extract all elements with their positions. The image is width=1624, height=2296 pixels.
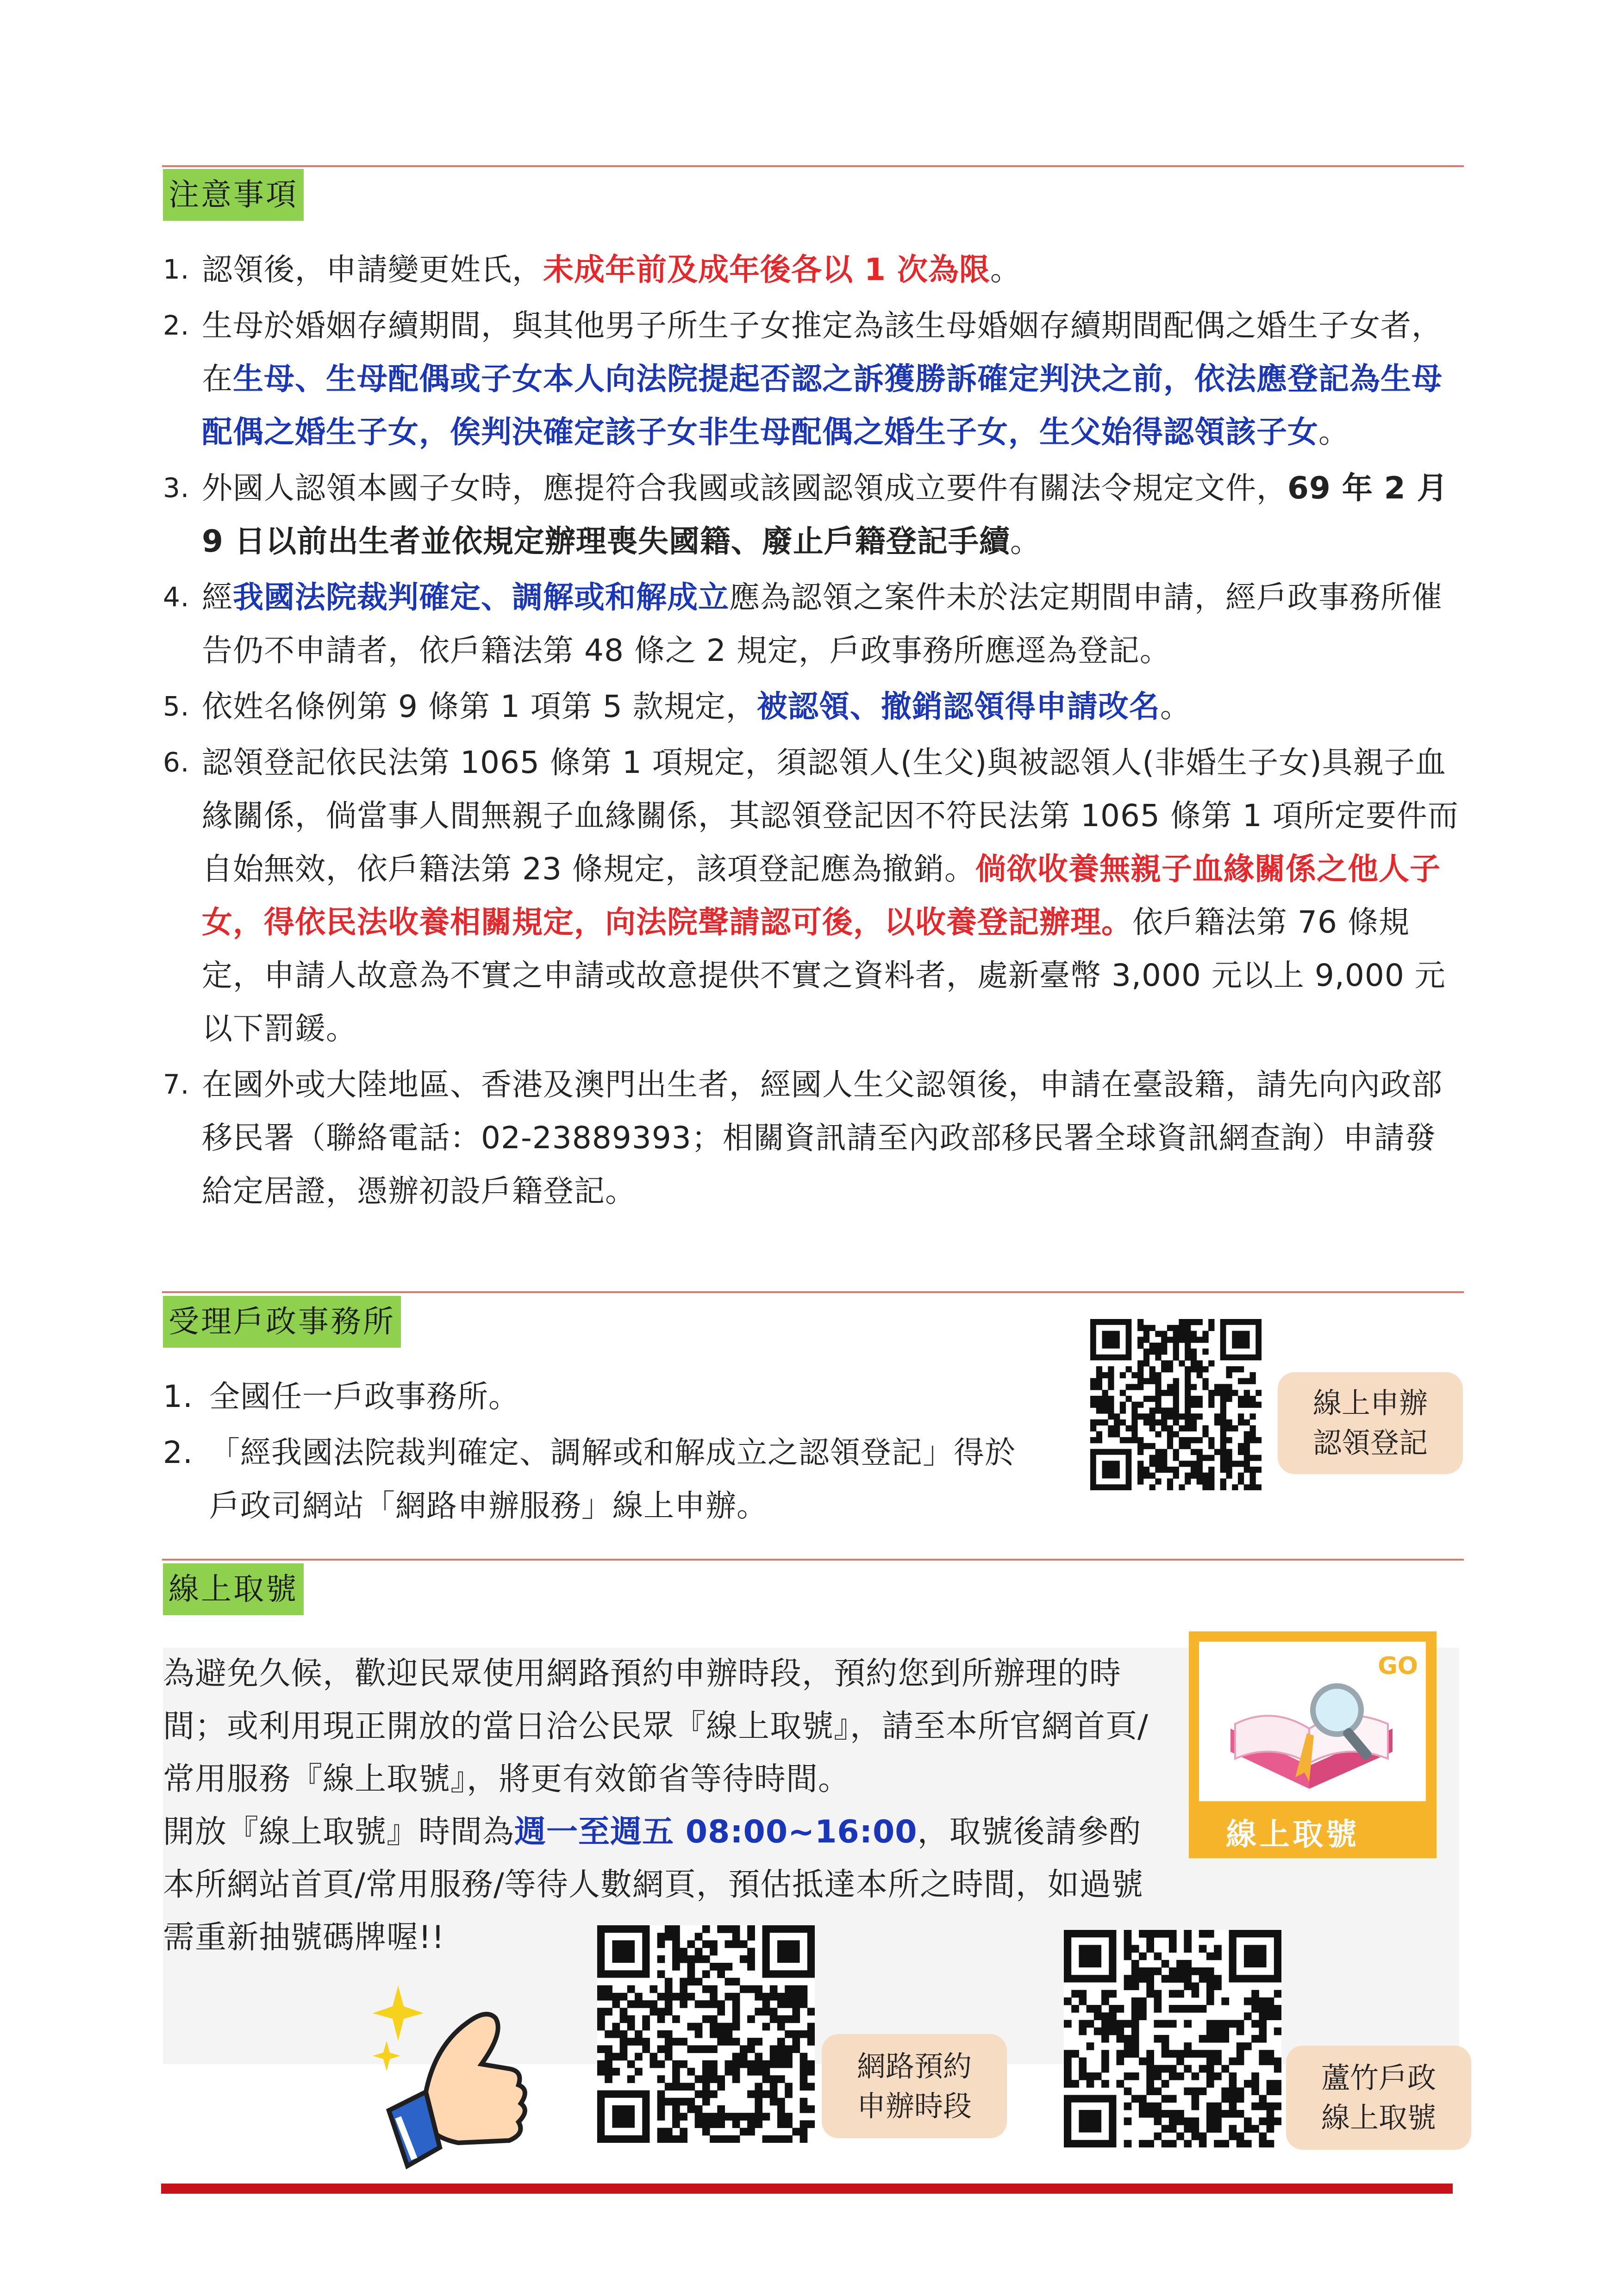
item-number: 4. [163, 581, 190, 613]
section-rule [162, 1559, 1464, 1561]
item-text: 經 [202, 579, 233, 615]
item-highlight: 69 年 2 月 9 日以前出生者並依規定辦理喪失國籍、廢止戶籍登記手續 [202, 470, 1448, 559]
item-text: 「經我國法院裁判確定、調解或和解成立之認領登記」得於戶政司網站「網路申辦服務」線上申辦。 [209, 1435, 1016, 1524]
item-number: 1. [163, 254, 190, 285]
queue-notice-text [163, 1648, 1172, 1964]
section-rule [162, 165, 1464, 167]
tag-line: 線上取號 [1321, 2100, 1436, 2134]
item-text-end: 應為認領之案件未於法定期間申請，經戶政事務所催告仍不申請者，依戶籍法第 48 條之 2 規定，戶政事務所應逕為登記。 [202, 579, 1443, 668]
qr-code-icon[interactable] [1090, 1319, 1262, 1490]
tag-line: 蘆竹戶政 [1321, 2060, 1436, 2095]
item-text-end: 。 [1160, 689, 1191, 724]
item-text: 生母於婚姻存續期間，與其他男子所生子女推定為該生母婚姻存續期間配偶之婚生子女者，在 [202, 308, 1443, 397]
item-text-end: 。 [1010, 523, 1041, 559]
list-item [163, 1058, 1465, 1218]
tag-line: 認領登記 [1312, 1426, 1428, 1460]
luzhu-queue-tag[interactable] [1286, 2046, 1471, 2150]
notice-paragraph: 為避免久候，歡迎民眾使用網路預約申辦時段，預約您到所辦理的時間；或利用現正開放的當日洽公民眾『線上取號』，請至本所官網首頁/常用服務『線上取號』，將更有效節省等待時間。 [163, 1655, 1149, 1798]
list-item [163, 680, 1465, 733]
item-highlight: 生母、生母配偶或子女本人向法院提起否認之訴獲勝訴確定判決之前，依法應登記為生母配偶之婚生子女，俟判決確定該子女非生母配偶之婚生子女，生父始得認領該子女 [202, 361, 1443, 450]
book-magnifier-icon [1217, 1673, 1411, 1798]
item-text: 在國外或大陸地區、香港及澳門出生者，經國人生父認領後，申請在臺設籍，請先向內政部移民署（聯絡電話：02-23889393；相關資訊請至內政部移民署全球資訊網查詢）申請發給定居證，憑辦初設戶籍登記。 [202, 1067, 1443, 1209]
item-highlight: 未成年前及成年後各以 1 次為限 [543, 252, 990, 287]
tag-line: 線上申辦 [1312, 1386, 1428, 1420]
list-item [163, 1426, 1043, 1532]
bottom-bar [161, 2184, 1453, 2194]
list-item [163, 243, 1465, 296]
item-text: 依姓名條例第 9 條第 1 項第 5 款規定， [202, 689, 757, 724]
notice-paragraph: 開放『線上取號』時間為 [163, 1814, 515, 1850]
item-number: 3. [163, 472, 190, 504]
item-text: 認領登記依民法第 1065 條第 1 項規定，須認領人(生父)與被認領人(非婚生子女)具親子血緣關係，倘當事人間無親子血緣關係，其認領登記因不符民法第 1065 條第 1 項所定要件而自始無效，依戶籍法第 23 條規定，該項登記應為撤銷。 [202, 745, 1459, 887]
item-highlight: 我國法院裁判確定、調解或和解成立 [233, 579, 729, 615]
item-text-end: 。 [990, 252, 1021, 287]
section-rule [162, 1291, 1464, 1293]
banner-label: 線上取號 [1226, 1817, 1359, 1852]
online-apply-tag[interactable] [1278, 1372, 1463, 1474]
offices-title: 受理戶政事務所 [163, 1296, 401, 1348]
appointment-tag[interactable] [822, 2034, 1007, 2138]
item-number: 7. [163, 1069, 190, 1100]
notes-title: 注意事項 [163, 169, 304, 221]
online-queue-banner[interactable] [1189, 1631, 1437, 1858]
tag-line: 申辦時段 [856, 2089, 972, 2123]
qr-code-icon[interactable] [1064, 1930, 1281, 2147]
item-highlight: 倘欲收養無親子血緣關係之他人子女，得依民法收養相關規定，向法院聲請認可後，以收養登記辦理。 [202, 851, 1441, 940]
list-item [163, 299, 1465, 459]
list-item [163, 461, 1465, 568]
list-item [163, 736, 1465, 1055]
item-number: 2. [163, 310, 190, 341]
queue-title: 線上取號 [163, 1563, 304, 1615]
item-number: 6. [163, 747, 190, 778]
qr-code-icon[interactable] [597, 1925, 815, 2143]
item-text-end: 。 [1318, 414, 1349, 450]
notice-hours: 週一至週五 08:00~16:00 [514, 1814, 918, 1850]
list-item [163, 1370, 1043, 1423]
item-number: 2. [163, 1435, 193, 1470]
item-number: 5. [163, 691, 190, 722]
item-text: 外國人認領本國子女時，應提符合我國或該國認領成立要件有關法令規定文件， [202, 470, 1287, 506]
offices-list [163, 1370, 1043, 1535]
notes-list [163, 243, 1465, 1220]
item-highlight: 被認領、撤銷認領得申請改名 [756, 689, 1160, 724]
item-text: 全國任一戶政事務所。 [209, 1379, 519, 1414]
tag-line: 網路預約 [856, 2049, 972, 2083]
go-label: GO [1378, 1652, 1418, 1680]
notice-paragraph-end: ，取號後請參酌本所網站首頁/常用服務/等待人數網頁，預估抵達本所之時間，如過號需重新抽號碼牌喔!! [163, 1814, 1143, 1956]
list-item [163, 571, 1465, 677]
thumbs-up-icon [370, 1972, 537, 2180]
item-text-end: 依戶籍法第 76 條規定，申請人故意為不實之申請或故意提供不實之資料者，處新臺幣 3,000 元以上 9,000 元以下罰鍰。 [202, 904, 1446, 1046]
item-number: 1. [163, 1379, 193, 1414]
item-text: 認領後，申請變更姓氏， [202, 252, 543, 287]
